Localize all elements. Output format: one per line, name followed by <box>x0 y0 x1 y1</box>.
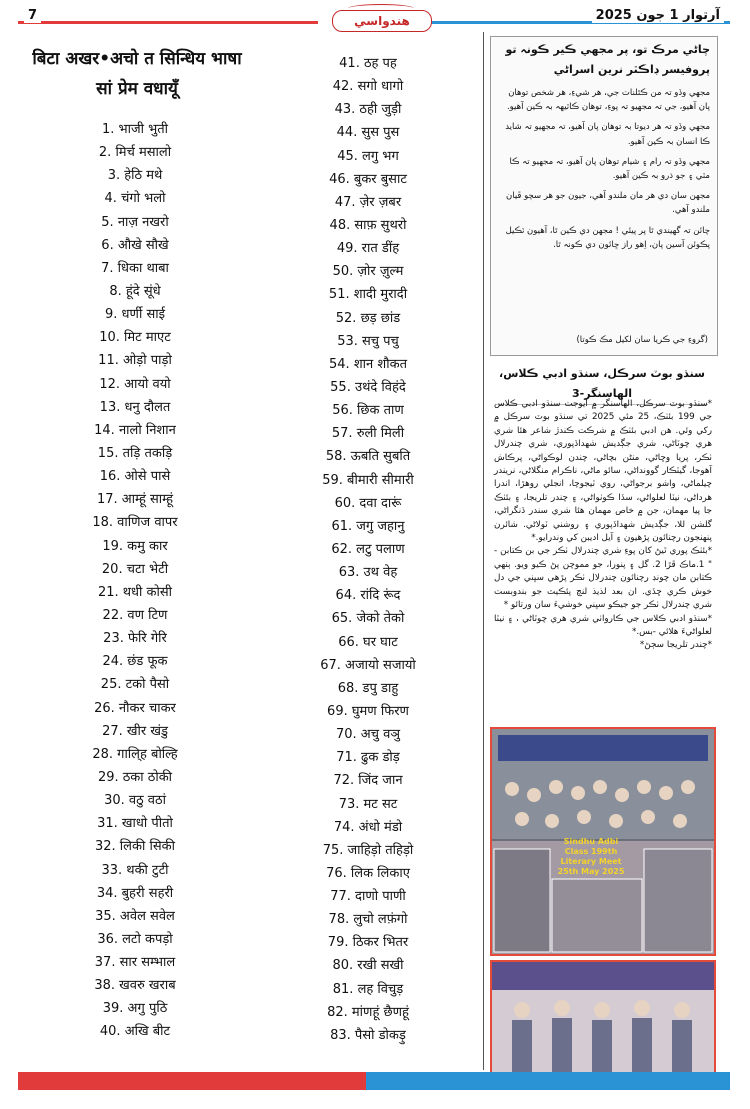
word-pair-item: 46. बुकर बुसाट <box>329 171 407 187</box>
word-pair-item: 33. थकी टुटी <box>101 862 169 878</box>
word-pair-item: 81. लह विचुड़ <box>332 981 404 997</box>
word-pair-item: 61. जगु जहानु <box>331 518 405 534</box>
word-pair-item: 47. ज़ेर ज़बर <box>334 194 402 210</box>
poem-stanza: مجھي وڏو تہ هر ديوتا بہ توهان پان آهيو، تہ مجھيو تہ شايد ڪا انسان بہ ڪين آهيو. <box>505 122 710 147</box>
news-body <box>494 398 712 653</box>
word-pair-item: 76. लिक लिकाए <box>326 865 410 881</box>
book-release-photo-image <box>492 962 714 1072</box>
word-pair-item: 19. कमु कार <box>102 538 168 554</box>
word-pair-item: 21. थधी कोसी <box>97 584 173 600</box>
footer-bar-blue <box>366 1072 730 1090</box>
word-pair-item: 77. दाणो पाणी <box>330 889 406 905</box>
word-pair-item: 42. सगो धागो <box>332 79 404 95</box>
word-pair-item: 40. अखि बीट <box>99 1024 171 1040</box>
news-paragraph: *سنڌو ادبي ڪلاس جي ڪارواٺي شري هري چوٽاڻي ، ۽ نيٽا لعلواڻيءَ هلائي -بس.* <box>494 613 712 637</box>
word-pair-item: 73. मट सट <box>338 796 398 812</box>
word-pair-item: 56. छिक ताण <box>332 403 404 419</box>
word-pair-item: 52. छड़ छांड <box>335 310 401 326</box>
word-pair-item: 3. हेठि मथे <box>107 168 163 184</box>
word-pair-item: 7. धिका थाबा <box>101 260 169 276</box>
event-photo-2 <box>490 960 716 1074</box>
poem-stanza: مجھن سان دي هر مان ملندو آهي، جيون جو هر سچو ڦيان ملندو آهي. <box>506 191 710 216</box>
word-pair-item: 55. उथंदे विहंदे <box>330 379 406 395</box>
word-pair-item: 4. चंगो भलो <box>104 191 166 207</box>
word-pair-item: 49. रात डींह <box>336 241 400 257</box>
word-pair-item: 83. पैसो डोकड़ु <box>330 1027 406 1043</box>
word-pair-item: 68. डपु डाहु <box>337 680 399 696</box>
word-pair-item: 69. घुमण फिरण <box>327 703 409 719</box>
word-pair-item: 48. साफ़ सुथरो <box>329 217 407 233</box>
word-pair-item: 36. लटो कपड़ो <box>97 931 173 947</box>
word-pair-item: 45. लगु भग <box>337 148 399 164</box>
word-pair-item: 22. वण टिण <box>102 607 168 623</box>
word-pair-item: 53. सचु पचु <box>337 333 399 349</box>
poem-credit: (گروءِ جي ڪريا سان لکيل مڪ ڪوتا) <box>576 335 708 345</box>
word-pair-item: 34. बुहरी सहरी <box>96 885 174 901</box>
news-paragraph: *چندر تلريجا سڄڻ* <box>639 640 712 651</box>
word-pair-item: 24. छंड फूक <box>102 654 168 670</box>
column-divider <box>483 32 484 1070</box>
photo-caption: Sindhu Adbi Class 199th Literary Meet 25th May 2025 <box>557 837 625 876</box>
news-paragraph: *سنڌو بوٽ سرڪل، الهاسنگر ۾ آيوجت سنڌو ادبي ڪلاس جي 199 بئٺڪ، 25 مئي 2025 تي سنڌو بوٽ سرڪل ۾ رکي وئي. هن ادبي بئٺڪ ۾ شرڪت ڪندڙ شاعر هئا شري هري چوٽاڻي، شري جڳديش شهداڏپوري، شري چندرلال ٺڪر، پريا وڇاڻي، منڻن بچاڻي، چندن لوڪواڻي، پرڪاش آهوجا، گيٽڪار گوونداڻي، سائو ماڻي، ناڪرام منگلاڻي، نريندر چيلماڻي، واشو برجواڻي، روي ٽيجوچا، انجلي روهڙا، اندرا هرداڻي، نيٽا لعلواڻي، سڏا ڪوٺواڻي، ۽ چندر تلريجا، ۽ بئٺڪ جا پيا مهمان، جن ۾ خاص مهمان هئا شري سندر ڏنگراڻي، گلشن للا، جڳديش شهداڏپوري ۽ روشني ٽولاڻي. شائرن پنهنجون رچنائون پڙهيون ۽ آيل اديبن کي وندرايو.* <box>494 399 712 544</box>
word-pair-item: 15. तड़ि तकड़ि <box>97 445 173 461</box>
word-pair-item: 65. जेको तेको <box>331 611 405 627</box>
word-pair-item: 8. हूंदे सूंधे <box>109 283 161 299</box>
word-pairs-list-2 <box>268 52 468 1047</box>
word-pair-item: 44. सुस पुस <box>336 125 400 141</box>
word-pair-item: 9. धर्णी साई <box>105 307 165 323</box>
poem-body <box>500 86 710 258</box>
article-title: बिटा अखर•अचो त सिन्धिय भाषा सां प्रेम वधायूँ <box>32 49 242 99</box>
word-pair-item: 64. रांदि रूंद <box>335 588 401 604</box>
word-pair-item: 18. वाणिज वापर <box>92 515 178 531</box>
word-pair-item: 17. आम्हूं साम्हूं <box>96 492 174 508</box>
word-pair-item: 20. चटा भेटी <box>101 561 169 577</box>
word-pair-item: 67. अजायो सजायो <box>320 657 416 673</box>
word-pair-item: 37. सार सम्भाल <box>94 955 176 971</box>
news-heading: سنڌو بوٽ سرڪل، سنڌو ادبي ڪلاس، الهاسنگر-3 <box>496 364 708 405</box>
word-pair-item: 58. ऊबति सुबति <box>325 449 411 465</box>
page-header <box>18 8 730 32</box>
word-pair-item: 30. वठु वठां <box>104 793 166 809</box>
word-pair-item: 80. रखी सखी <box>332 958 404 974</box>
word-pairs-list-1 <box>30 118 240 1044</box>
word-pair-item: 14. नालो निशान <box>94 422 176 438</box>
word-pair-item: 70. अचु वञु <box>336 727 400 743</box>
word-pair-item: 29. ठका ठोकी <box>97 769 173 785</box>
word-pair-item: 72. जिंद जान <box>333 773 403 789</box>
word-pair-item: 35. अवेल सवेल <box>95 908 175 924</box>
word-pair-item: 32. लिकी सिकी <box>95 839 175 855</box>
word-pair-item: 2. मिर्च मसालो <box>98 145 172 161</box>
word-pair-item: 79. ठिकर भितर <box>327 935 409 951</box>
footer-bar-red <box>18 1072 366 1090</box>
news-paragraph: *بئٺڪ پوري ٿيڻ کان پوءِ شري چندرلال ٺڪر جي بن ڪتابن - " 1.ماڪ ڦڙا 2. گل ۽ پنورا، جو مموچن پڻ ڪيو ويو. ٻنهي ڪتابن مان چونڊ رچنائون چندرلال ٺڪر پڙهي سڀني جي دل خوش ڪري ڇڏي. ان بعد لذيذ لنچ پئڪيٽ جو بندوبست شري چندرلال ٺڪر جو جيڪو سڀني خوشيءَ سان ورتائو * <box>494 546 713 611</box>
page-number: 7 <box>24 8 41 23</box>
word-pair-item: 50. ज़ोर ज़ुल्म <box>332 264 404 280</box>
word-pair-item: 31. खाधो पीतो <box>97 816 173 832</box>
word-pair-item: 63. उथ वेह <box>338 565 398 581</box>
poem-stanza: مجھي وڏو تہ من ڪٿلنات جي، هر شيءِ، هر شخص توهان پان آهيو، جي تہ مجھيو تہ پوءِ، توهان ڪاٽيهہ بہ ڪين آهيو. <box>506 88 710 113</box>
word-pair-item: 10. मिट माएट <box>99 330 171 346</box>
word-pair-item: 43. ठही जुड़ी <box>334 102 402 118</box>
header-rule-left <box>18 21 318 24</box>
word-pair-item: 74. अंधो मंडो <box>333 819 403 835</box>
word-pair-item: 26. नौकर चाकर <box>94 700 176 716</box>
word-pair-item: 62. लटु पलाण <box>331 541 405 557</box>
word-pair-item: 16. ओसे पासे <box>99 469 171 485</box>
word-pair-item: 12. आयो वयो <box>99 376 171 392</box>
word-pair-item: 82. मांणहूं छैणहूं <box>327 1004 409 1020</box>
word-pair-item: 23. फेरि गेरि <box>103 631 167 647</box>
word-pair-item: 75. जाहिड़ो तहिड़ो <box>322 842 414 858</box>
word-pair-item: 78. लुचो लफ़ंगो <box>328 912 408 928</box>
event-photo-collage <box>490 727 716 956</box>
word-pair-item: 1. भाजी भुती <box>101 122 169 137</box>
poem-stanza: چائن تہ گھيندي ٿا پر پيئي ! مجھن دي ڪين ٿا، آهيون ٽڪيل پڪوئن آسين پان، اِهو راز ڇائون دي ڪونہ ٿا. <box>505 225 710 250</box>
word-pair-item: 11. ओड़ो पाड़ो <box>98 353 172 369</box>
poem-stanza: مجھي وڏو تہ رام ۽ شيام توهان پان آهيو، تہ مجھيو تہ ڪا مٽي ۽ جو ذرو بہ ڪين آهيو. <box>509 156 710 182</box>
word-pair-item: 13. धनु दौलत <box>99 399 171 415</box>
word-pair-item: 27. खीर खंडु <box>102 723 168 739</box>
word-pair-item: 51. शादी मुरादी <box>328 287 408 303</box>
word-pair-item: 38. खवरु खराब <box>94 978 176 994</box>
word-pair-item: 59. बीमारी सीमारी <box>322 472 414 488</box>
word-pair-item: 71. ढुक डोड़ <box>336 750 400 766</box>
word-pair-item: 60. दवा दारूं <box>334 495 402 511</box>
word-pair-item: 41. ठह पह <box>339 56 397 71</box>
masthead-logo: هندواسي <box>332 10 432 32</box>
word-pair-item: 5. नाज़ नखरो <box>101 214 169 230</box>
word-pair-item: 6. औखे सौखे <box>101 237 169 253</box>
issue-date: آرتوار 1 جون 2025 <box>592 8 724 23</box>
word-pair-item: 25. टको पैसो <box>100 677 170 693</box>
word-pair-item: 57. रुली मिली <box>331 426 405 442</box>
word-pair-item: 28. गालि्ह बोल्हि <box>92 746 178 762</box>
word-pair-item: 39. अगु पुठि <box>102 1001 168 1017</box>
poem-title: چاڻي مرڪ تو، پر مجھي ڪير ڪونہ تو پروفيسر ڊاڪٽر نرين اسراڻي <box>505 43 710 76</box>
word-pair-item: 66. घर घाट <box>338 634 398 650</box>
word-pair-item: 54. शान शौकत <box>329 356 407 372</box>
